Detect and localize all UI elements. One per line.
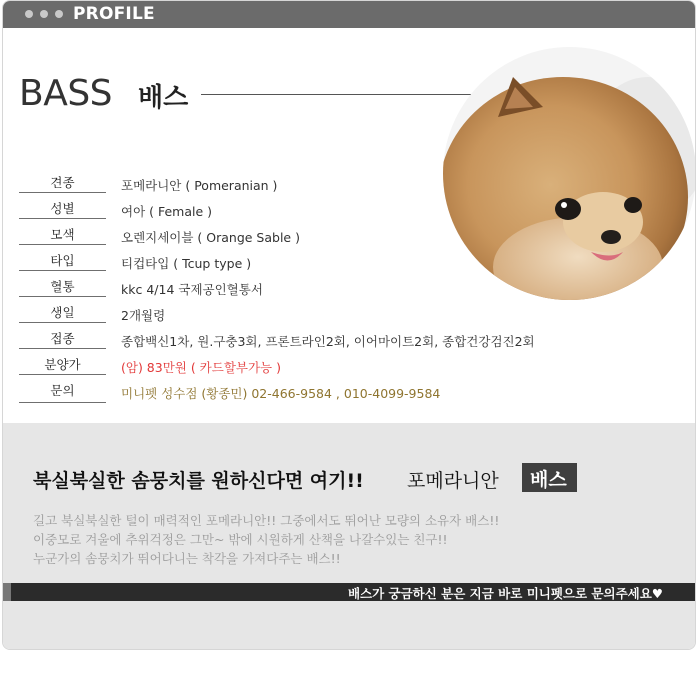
profile-card (2, 0, 696, 650)
row-divider (19, 348, 106, 349)
value-pedigree: kkc 4/14 국제공인혈통서 (121, 282, 263, 297)
label-price: 분양가 (44, 357, 81, 372)
label-birth: 생일 (50, 305, 75, 320)
profile-header-bar (3, 1, 695, 28)
dog-photo (443, 47, 696, 300)
row-divider (19, 192, 106, 193)
value-type: 티컵타입 ( Tcup type ) (121, 256, 252, 271)
label-coat-color: 모색 (50, 227, 75, 242)
promo-headline-breed: 포메라니안 (407, 470, 499, 492)
row-divider (19, 322, 106, 323)
value-breed: 포메라니안 ( Pomeranian ) (121, 178, 278, 193)
header-title: PROFILE (73, 4, 155, 24)
contact-banner-text: 배스가 궁금하신 분은 지금 바로 미니펫으로 문의주세요♥ (347, 586, 663, 601)
label-contact: 문의 (50, 383, 75, 398)
promo-description-line: 누군가의 솜뭉치가 뛰어다니는 착각을 가져다주는 배스!! (33, 551, 341, 566)
label-vaccination: 접종 (50, 331, 75, 346)
label-type: 타입 (50, 253, 75, 268)
name-divider (201, 94, 471, 95)
label-pedigree: 혈통 (50, 279, 75, 294)
value-vaccination: 종합백신1차, 원.구충3회, 프론트라인2회, 이어마이트2회, 종합건강검진2회 (121, 334, 535, 349)
dot-icon (25, 10, 33, 18)
value-contact: 미니펫 성수점 (황종민) 02-466-9584 , 010-4099-9584 (121, 386, 441, 401)
row-divider (19, 374, 106, 375)
row-divider (19, 402, 106, 403)
row-divider (19, 218, 106, 219)
promo-description-line: 이중모로 겨울에 추위걱정은 그만~ 밖에 시원하게 산책을 나갈수있는 친구!! (33, 532, 448, 547)
dot-icon (40, 10, 48, 18)
dog-name-english: BASS (19, 73, 113, 114)
value-coat-color: 오렌지세이블 ( Orange Sable ) (121, 230, 300, 245)
row-divider (19, 270, 106, 271)
pomeranian-photo-icon (443, 47, 696, 300)
label-gender: 성별 (50, 201, 75, 216)
value-price: (암) 83만원 ( 카드할부가능 ) (121, 360, 281, 375)
promo-description-line: 길고 북실북실한 털이 매력적인 포메라니안!! 그중에서도 뛰어난 모량의 소유자 배스!! (33, 513, 500, 528)
contact-banner-accent (3, 583, 11, 601)
dot-icon (55, 10, 63, 18)
promo-name-badge-text: 배스 (530, 469, 567, 491)
label-breed: 견종 (50, 175, 75, 190)
value-birth: 2개월령 (121, 308, 166, 323)
row-divider (19, 296, 106, 297)
promo-name-badge (522, 463, 577, 492)
value-gender: 여아 ( Female ) (121, 204, 213, 219)
promo-headline: 북실북실한 솜뭉치를 원하신다면 여기!! (33, 470, 364, 492)
dog-name-korean: 배스 (138, 83, 189, 113)
row-divider (19, 244, 106, 245)
